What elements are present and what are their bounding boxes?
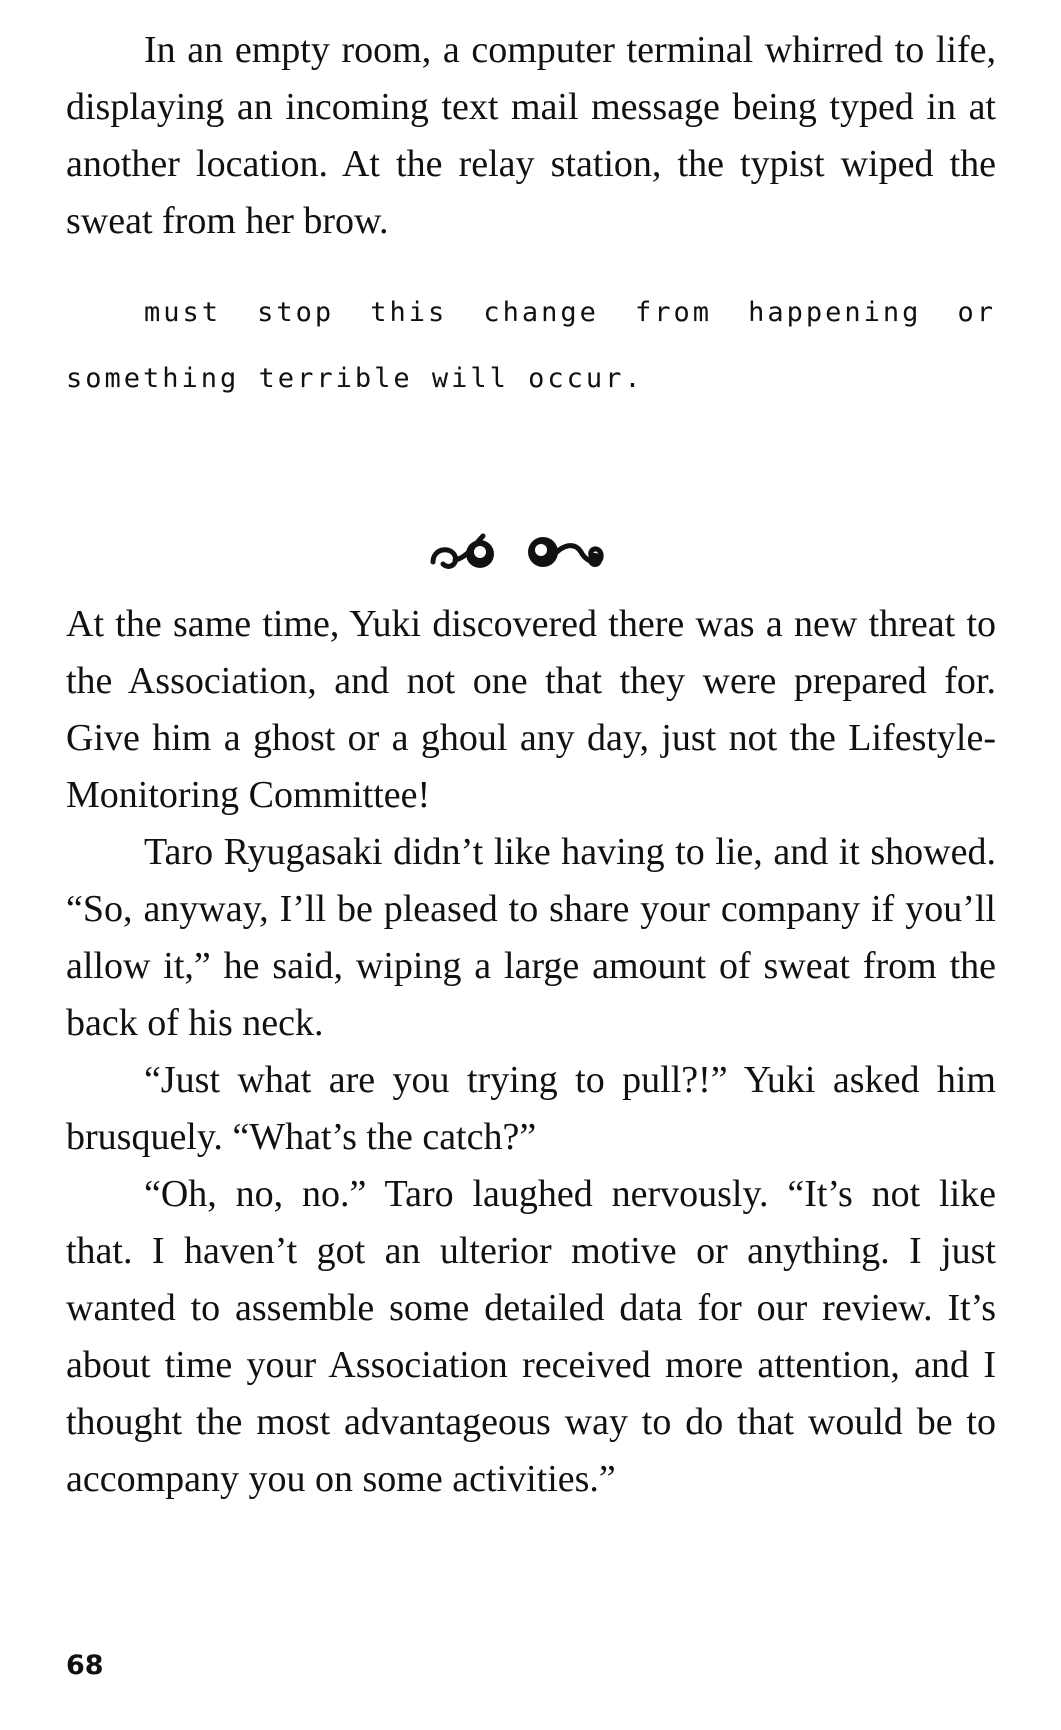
paragraph: In an empty room, a computer terminal whirred to life, displaying an incoming text mail message being typed in at another location. At the relay station, the typist wiped the sweat from her brow.: [66, 29, 996, 242]
paragraph: At the same time, Yuki discovered there was a new threat to the Association, and not one that they were prepared for. Give him a ghost or a ghoul any day, just not the Lifestyle-Monitoring Committee!: [66, 603, 996, 816]
paragraph: Taro Ryugasaki didn’t like having to lie, and it showed. “So, anyway, I’ll be pleased to share your company if you’ll allow it,” he said, wiping a large amount of sweat from the back of his neck.: [66, 831, 996, 1044]
scroll-ornament-icon: [425, 520, 645, 580]
paragraph: “Just what are you trying to pull?!” Yuki asked him brusquely. “What’s the catch?”: [66, 1059, 996, 1158]
opening-section: [66, 22, 996, 250]
terminal-message: must stop this change from happening or something terrible will occur.: [66, 297, 996, 394]
main-section: [66, 596, 996, 1508]
page-number: 68: [66, 1650, 104, 1681]
paragraph: “Oh, no, no.” Taro laughed nervously. “It’s not like that. I haven’t got an ulterior motive or anything. I just wanted to assemble some detailed data for our review. It’s about time your Association received more attention, and I thought the most advantageous way to do that would be to accompany you on some activities.”: [66, 1173, 996, 1500]
